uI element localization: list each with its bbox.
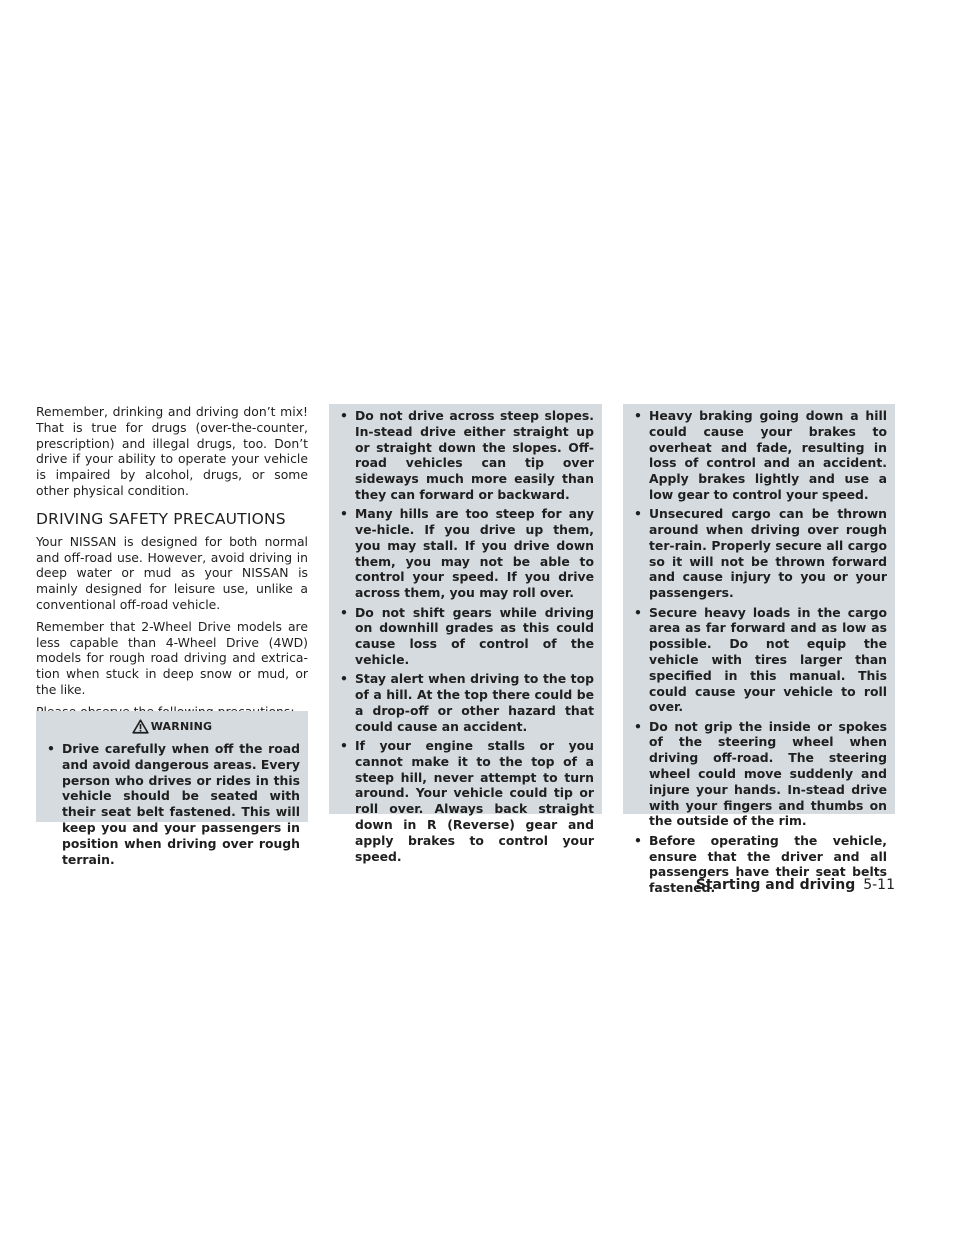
warning-item <box>337 605 594 668</box>
intro-text <box>36 404 308 499</box>
warning-text: Drive carefully when off the road and avoid dangerous areas. Every person who drives or rides in this vehicle should be seated with their seat belt fastened. This will keep you and your passengers in position when driving over rough terrain. <box>62 741 300 867</box>
warning-item <box>337 738 594 864</box>
warning-list <box>44 741 300 871</box>
left-column <box>36 404 308 726</box>
warning-box-continued <box>329 404 602 864</box>
warning-text: Many hills are too steep for any ve-hicle. If you drive up them, you may stall. If you drive down them, you may not be able to control your speed. If you drive across them, you may roll over. <box>355 506 594 601</box>
warning-item <box>337 408 594 503</box>
warning-text: Heavy braking going down a hill could cause your brakes to overheat and fade, resulting in loss of control and an accident. Apply brakes lightly and use a low gear to control your speed. <box>649 408 887 502</box>
warning-list <box>631 404 887 896</box>
section-body <box>36 534 308 720</box>
bullet: • <box>340 506 348 522</box>
bullet: • <box>47 741 55 756</box>
bullet: • <box>634 408 642 423</box>
warning-item <box>631 719 887 830</box>
warning-text: Do not shift gears while driving on downhill grades as this could cause loss of control of the vehicle. <box>355 604 594 667</box>
warning-item <box>44 741 300 867</box>
bullet: • <box>634 832 642 848</box>
warning-text: Stay alert when driving to the top of a hill. At the top there could be a drop-off or other hazard that could cause an accident. <box>355 671 594 734</box>
warning-triangle-icon <box>132 719 149 734</box>
bullet: • <box>634 506 642 522</box>
warning-item <box>337 506 594 601</box>
warning-item <box>631 605 887 716</box>
warning-text: Unsecured cargo can be thrown around when driving over rough ter-rain. Properly secure all cargo so it will not be thrown forward and cause injury to you or your passengers. <box>649 506 887 601</box>
body-paragraph: Your NISSAN is designed for both normal and off-road use. However, avoid driving in deep water or mud as your NISSAN is mainly designed for leisure use, unlike a conventional off-road vehicle. <box>36 533 308 612</box>
bullet: • <box>340 604 348 620</box>
bullet: • <box>340 737 348 753</box>
warning-text: Do not grip the inside or spokes of the steering wheel when driving off-road. The steering wheel could move suddenly and injure your hands. In-stead drive with your fingers and thumbs on the outside of the rim. <box>649 718 887 829</box>
warning-text: Before operating the vehicle, ensure that the driver and all passengers have their seat belts fastened. <box>649 832 887 896</box>
body-paragraph: Remember that 2-Wheel Drive models are less capable than 4-Wheel Drive (4WD) models for rough road driving and extrica-tion when stuck in deep snow or mud, or the like. <box>36 618 308 697</box>
warning-text: Do not drive across steep slopes. In-stead drive either straight up or straight down the slopes. Off-road vehicles can tip over sideways much more easily than they can forward or backward. <box>355 408 594 502</box>
warning-item <box>631 408 887 503</box>
warning-text: Secure heavy loads in the cargo area as far forward and as low as possible. Do not equip the vehicle with tires larger than specified in this manual. This could cause your vehicle to roll over. <box>649 604 887 715</box>
footer-section-name: Starting and driving <box>695 877 856 893</box>
bullet: • <box>340 671 348 687</box>
bullet: • <box>634 718 642 734</box>
warning-header <box>36 711 308 741</box>
page-footer <box>696 877 895 893</box>
warning-text: If your engine stalls or you cannot make it to the top of a steep hill, never attempt to turn around. Your vehicle could tip or roll over. Always back straight down in R (Reverse) gear and apply brakes to control your speed. <box>355 737 594 864</box>
bullet: • <box>340 408 348 423</box>
warning-label: WARNING <box>150 719 213 733</box>
intro-paragraph: Remember, drinking and driving don’t mix! That is true for drugs (over-the-counter, prescription) and illegal drugs, too. Don’t drive if your ability to operate your vehicle is impaired by alcohol, drugs, or some other physical condition. <box>36 404 308 498</box>
page-number: 5-11 <box>863 877 895 893</box>
bullet: • <box>634 604 642 620</box>
warning-item <box>337 671 594 734</box>
warning-item <box>631 506 887 601</box>
section-title: DRIVING SAFETY PRECAUTIONS <box>36 509 286 528</box>
warning-list <box>337 404 594 864</box>
